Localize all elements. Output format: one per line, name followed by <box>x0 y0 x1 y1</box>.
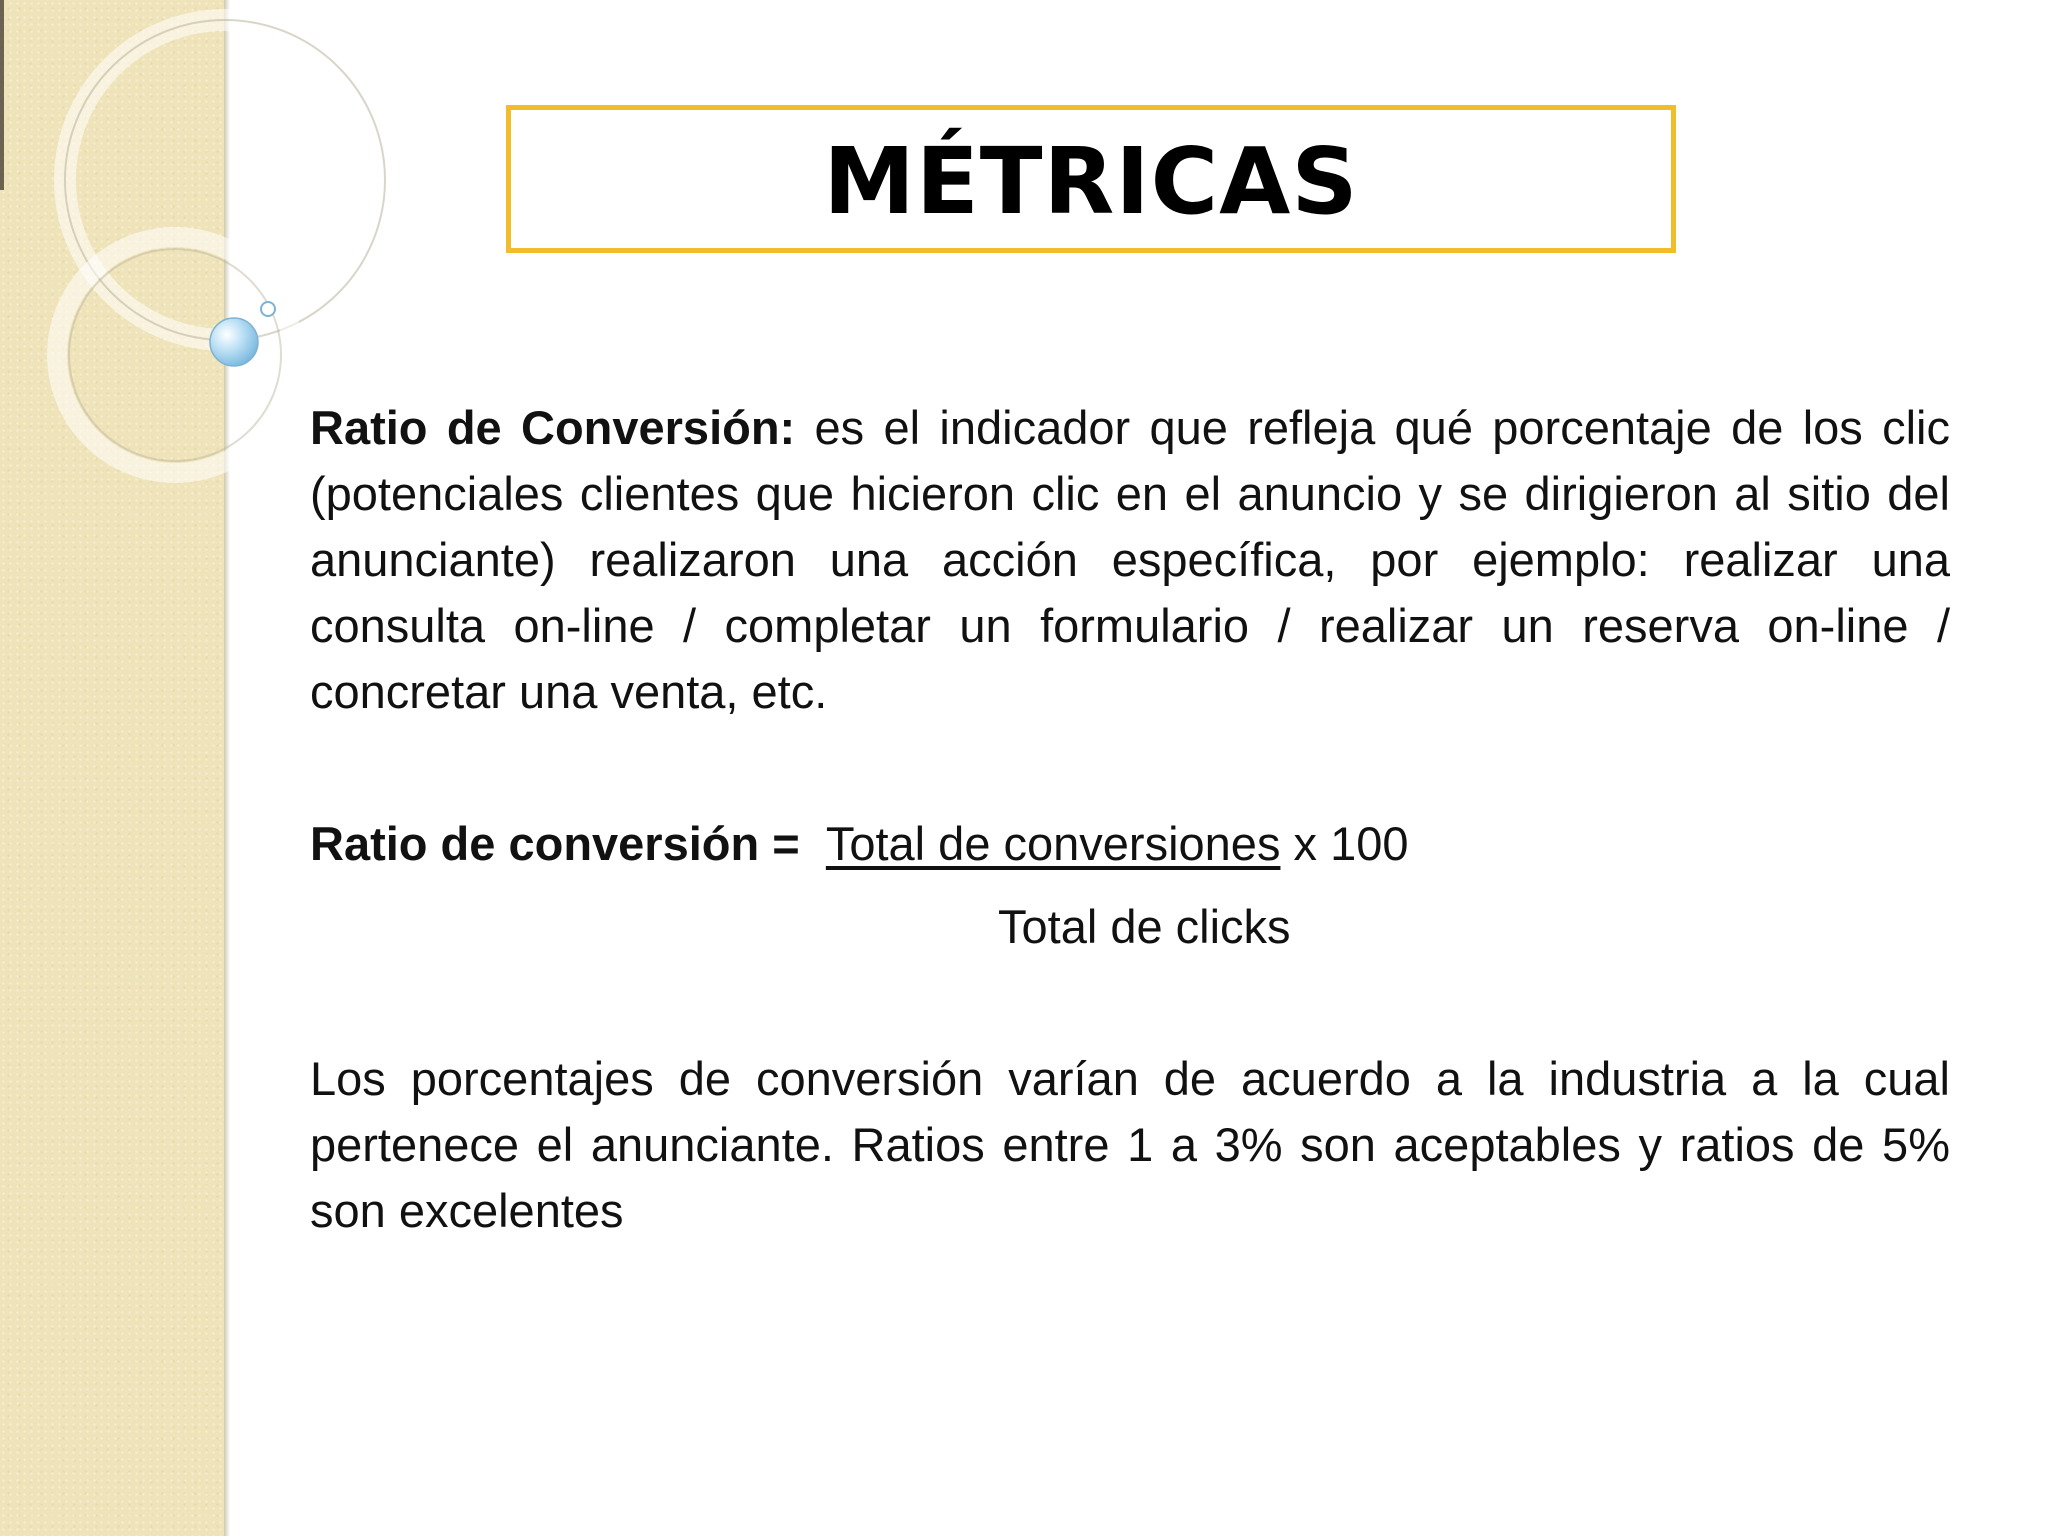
large-ring-bottom <box>57 237 293 473</box>
bubble-large-icon <box>210 318 258 366</box>
formula-label: Ratio de conversión = <box>310 817 800 870</box>
formula-multiplier: x 100 <box>1293 817 1409 870</box>
slide-title: MÉTRICAS <box>823 128 1359 235</box>
formula-numerator: Total de conversiones <box>825 817 1281 870</box>
definition-text: es el indicador que refleja qué porcentaje de los clic (potenciales clientes que hicieron clic en el anuncio y se dirigieron al sitio del anunciante) realizaron una acción específica, por ejemplo: realizar una consulta on-line / completar un formulario / realizar un reserva on-line / concretar una venta, etc. <box>310 401 1950 718</box>
bubble-small-icon <box>261 302 275 316</box>
title-box <box>506 105 1676 253</box>
decorative-rings <box>0 0 300 520</box>
large-ring-top <box>65 20 385 340</box>
slide-body <box>310 395 1950 1244</box>
definition-paragraph <box>310 395 1950 725</box>
formula-line <box>310 811 1950 877</box>
formula-denominator: Total de clicks <box>998 900 1291 953</box>
definition-term: Ratio de Conversión: <box>310 401 796 454</box>
note-paragraph: Los porcentajes de conversión varían de acuerdo a la industria a la cual pertenece el anunciante. Ratios entre 1 a 3% son aceptables y ratios de 5% son excelentes <box>310 1052 1950 1237</box>
